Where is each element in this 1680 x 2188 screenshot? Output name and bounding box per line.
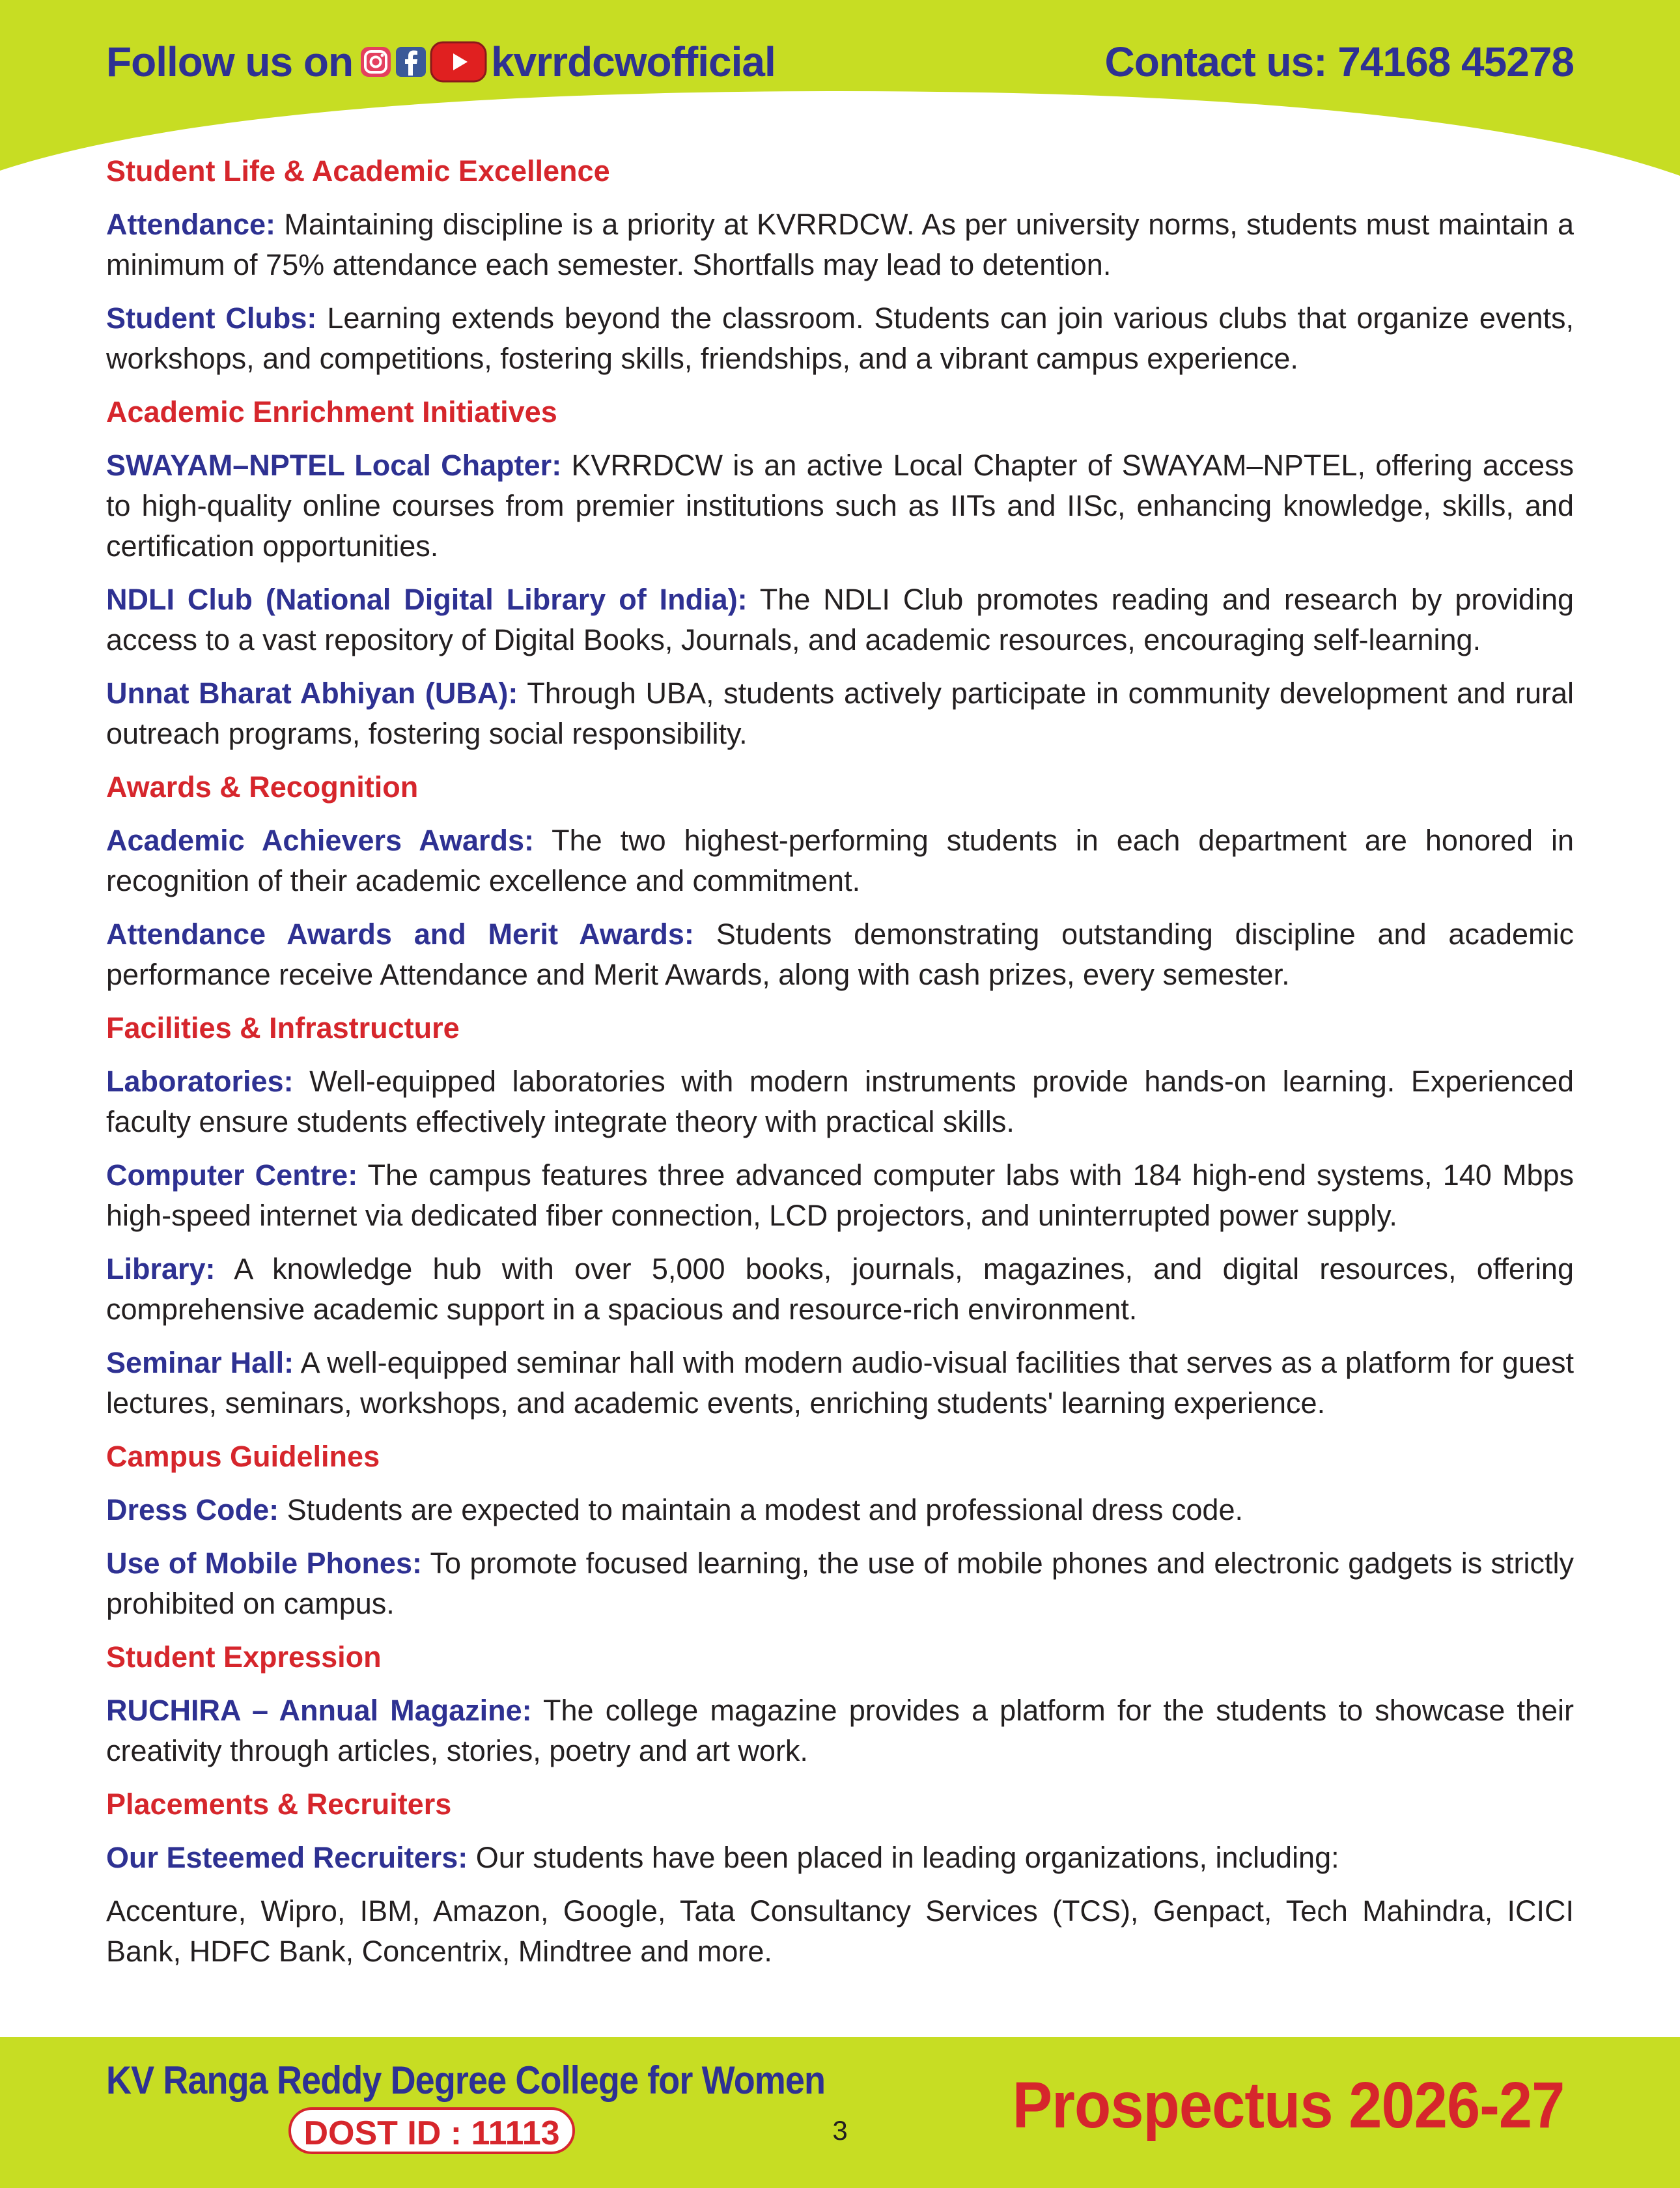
social-icons xyxy=(359,41,487,83)
paragraph-term: Academic Achievers Awards: xyxy=(106,824,535,857)
paragraph-term: Library: xyxy=(106,1252,216,1285)
paragraph-term: Seminar Hall: xyxy=(106,1346,294,1379)
section-title: Student Life & Academic Excellence xyxy=(106,154,610,188)
paragraph-text: Students are expected to maintain a modest and professional dress code. xyxy=(279,1493,1243,1526)
paragraph-text: A well-equipped seminar hall with modern audio-visual facilities that serves as a platform for guest lectures, seminars, workshops, and academic events, enriching students' learning experience. xyxy=(106,1346,1575,1420)
paragraph-term: Unnat Bharat Abhiyan (UBA): xyxy=(106,677,518,710)
paragraph-text: The two highest-performing students in each department are honored in recognition of their academic excellence and commitment. xyxy=(106,824,1574,897)
paragraph-text: Our students have been placed in leading organizations, including: xyxy=(468,1841,1339,1874)
page-number: 3 xyxy=(832,2115,848,2146)
section-paragraph xyxy=(106,914,1574,995)
paragraph-term: Use of Mobile Phones: xyxy=(106,1547,422,1580)
section-title: Academic Enrichment Initiatives xyxy=(106,395,557,428)
header-bar xyxy=(106,26,1574,98)
section-paragraph xyxy=(106,673,1574,754)
section-paragraph xyxy=(106,580,1574,660)
paragraph-term: NDLI Club (National Digital Library of India): xyxy=(106,583,748,616)
paragraph-text: To promote focused learning, the use of mobile phones and electronic gadgets is strictly prohibited on campus. xyxy=(106,1547,1575,1620)
contact-number[interactable]: Contact us: 74168 45278 xyxy=(1104,38,1574,85)
section-paragraph xyxy=(106,1490,1574,1530)
youtube-icon[interactable] xyxy=(430,41,487,83)
section-paragraph xyxy=(106,1343,1574,1424)
section-title: Campus Guidelines xyxy=(106,1440,380,1473)
paragraph-term: Computer Centre: xyxy=(106,1158,358,1192)
section-paragraph xyxy=(106,1891,1574,1972)
section-title: Placements & Recruiters xyxy=(106,1788,452,1821)
follow-label: Follow us on xyxy=(106,38,354,85)
instagram-icon[interactable] xyxy=(359,46,392,78)
paragraph-text: The campus features three advanced computer labs with 184 high-end systems, 140 Mbps high-speed internet via dedicated fiber connection, LCD projectors, and uninterrupted power supply. xyxy=(106,1158,1574,1232)
paragraph-term: RUCHIRA – Annual Magazine: xyxy=(106,1694,532,1727)
paragraph-text: The college magazine provides a platform for the students to showcase their creativity through articles, stories, poetry and art work. xyxy=(106,1694,1575,1767)
paragraph-text: Well-equipped laboratories with modern instruments provide hands-on learning. Experienced faculty ensure students effectively integrate theory with practical skills. xyxy=(106,1065,1574,1138)
section-paragraph xyxy=(106,1838,1574,1878)
paragraph-term: Attendance: xyxy=(106,208,276,241)
section-paragraph xyxy=(106,1690,1574,1771)
section-paragraph xyxy=(106,1155,1574,1236)
section-paragraph xyxy=(106,820,1574,901)
prospectus-title: Prospectus 2026-27 xyxy=(1012,2069,1564,2142)
footer-bar xyxy=(0,2037,1680,2188)
paragraph-term: Our Esteemed Recruiters: xyxy=(106,1841,468,1874)
section-paragraph xyxy=(106,1543,1574,1624)
paragraph-term: SWAYAM–NPTEL Local Chapter: xyxy=(106,449,562,482)
section-title: Awards & Recognition xyxy=(106,770,419,804)
section-paragraph xyxy=(106,1061,1574,1142)
paragraph-term: Student Clubs: xyxy=(106,302,317,335)
paragraph-text: A knowledge hub with over 5,000 books, journals, magazines, and digital resources, offering comprehensive academic support in a spacious and resource-rich environment. xyxy=(106,1252,1574,1326)
social-handle[interactable]: kvrrdcwofficial xyxy=(491,38,776,85)
paragraph-text: Maintaining discipline is a priority at KVRRDCW. As per university norms, students must maintain a minimum of 75% attendance each semester. Shortfalls may lead to detention. xyxy=(106,208,1574,281)
follow-us xyxy=(106,38,776,86)
section-paragraph xyxy=(106,204,1574,285)
paragraph-text: Through UBA, students actively participate in community development and rural outreach programs, fostering social responsibility. xyxy=(106,677,1575,750)
paragraph-term: Attendance Awards and Merit Awards: xyxy=(106,918,694,951)
college-name: KV Ranga Reddy Degree College for Women xyxy=(106,2058,826,2102)
section-paragraph xyxy=(106,1249,1574,1330)
section-title: Student Expression xyxy=(106,1640,382,1674)
section-title: Facilities & Infrastructure xyxy=(106,1011,460,1045)
paragraph-text: Learning extends beyond the classroom. Students can join various clubs that organize events, workshops, and competitions, fostering skills, friendships, and a vibrant campus experience. xyxy=(106,302,1574,375)
paragraph-text: Students demonstrating outstanding discipline and academic performance receive Attendance and Merit Awards, along with cash prizes, every semester. xyxy=(106,918,1574,991)
section-paragraph xyxy=(106,298,1574,379)
paragraph-term: Dress Code: xyxy=(106,1493,279,1526)
paragraph-term: Laboratories: xyxy=(106,1065,294,1098)
facebook-icon[interactable] xyxy=(395,46,427,78)
paragraph-text: Accenture, Wipro, IBM, Amazon, Google, Tata Consultancy Services (TCS), Genpact, Tech Mahindra, ICICI Bank, HDFC Bank, Concentrix, Mindtree and more. xyxy=(106,1894,1574,1968)
dost-id-badge: DOST ID : 11113 xyxy=(288,2107,575,2154)
section-paragraph xyxy=(106,445,1574,567)
main-content xyxy=(106,151,1574,1985)
paragraph-text: The NDLI Club promotes reading and research by providing access to a vast repository of Digital Books, Journals, and academic resources, encouraging self-learning. xyxy=(106,583,1574,656)
paragraph-text: KVRRDCW is an active Local Chapter of SWAYAM–NPTEL, offering access to high-quality online courses from premier institutions such as IITs and IISc, enhancing knowledge, skills, and certification opportunities. xyxy=(106,449,1574,563)
